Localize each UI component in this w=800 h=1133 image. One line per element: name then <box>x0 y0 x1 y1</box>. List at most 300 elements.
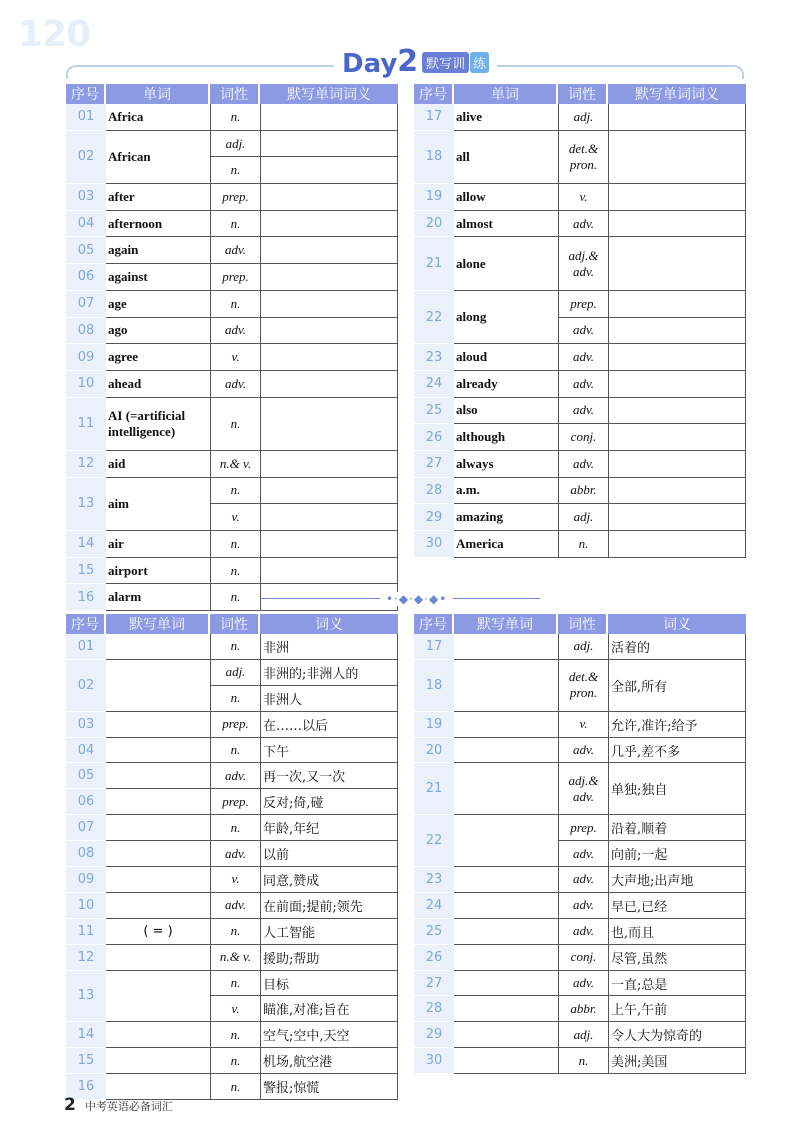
word-answer-field[interactable] <box>454 634 558 660</box>
entry-meaning: 早已,已经 <box>608 893 746 919</box>
entry-pos: det.& pron. <box>558 660 608 712</box>
entry-word: again <box>106 237 210 264</box>
entry-pos: det.& pron. <box>558 131 608 184</box>
day-title <box>334 44 497 79</box>
meaning-answer-field[interactable] <box>608 478 746 505</box>
entry-number: 08 <box>66 841 106 867</box>
entry-number: 28 <box>414 478 454 505</box>
divider-ornament: •·◆·◆·◆• <box>380 592 453 606</box>
entry-pos: v. <box>210 344 260 371</box>
table-row <box>414 291 746 318</box>
entry-meaning: 瞄准,对准;旨在 <box>260 996 398 1022</box>
meaning-answer-field[interactable] <box>260 398 398 451</box>
entry-pos: n. <box>210 919 260 945</box>
entry-pos: v. <box>558 184 608 211</box>
entry-pos: prep. <box>210 184 260 211</box>
table-row <box>66 398 398 425</box>
entry-pos: adv. <box>558 211 608 238</box>
table-row <box>66 867 398 893</box>
table-row <box>414 531 746 558</box>
table-row <box>414 451 746 478</box>
meaning-answer-field[interactable] <box>608 211 746 238</box>
meaning-answer-field[interactable] <box>260 478 398 505</box>
entry-number: 02 <box>66 131 106 184</box>
entry-number: 09 <box>66 867 106 893</box>
entry-pos: n. <box>210 686 260 712</box>
entry-number: 14 <box>66 1022 106 1048</box>
entry-number: 19 <box>414 184 454 211</box>
table-row <box>66 789 398 815</box>
entry-pos: n. <box>210 971 260 997</box>
entry-pos: adj. <box>210 660 260 686</box>
table-row <box>414 424 746 451</box>
table-row <box>414 660 746 686</box>
entry-meaning: 年龄,年纪 <box>260 815 398 841</box>
entry-pos: conj. <box>558 424 608 451</box>
entry-number: 12 <box>66 945 106 971</box>
entry-pos: v. <box>558 712 608 738</box>
meaning-answer-field[interactable] <box>608 531 746 558</box>
page-corner-number: 120 <box>18 14 91 55</box>
entry-number: 13 <box>66 478 106 531</box>
entry-word: alone <box>454 237 558 290</box>
entry-pos: n. <box>210 478 260 505</box>
entry-meaning: 尽管,虽然 <box>608 945 746 971</box>
entry-pos: adv. <box>558 398 608 425</box>
entry-pos: adv. <box>558 971 608 997</box>
meaning-answer-field[interactable] <box>608 318 746 345</box>
word-answer-field[interactable] <box>454 867 558 893</box>
entry-pos: adv. <box>210 371 260 398</box>
entry-number: 01 <box>66 104 106 131</box>
word-answer-field[interactable] <box>106 1048 210 1074</box>
practice-label: 默写训 <box>422 52 469 73</box>
entry-pos: n. <box>210 1048 260 1074</box>
word-answer-field[interactable] <box>106 712 210 738</box>
table-row <box>66 893 398 919</box>
table-row <box>414 738 746 764</box>
word-answer-field[interactable] <box>106 867 210 893</box>
meaning-answer-field[interactable] <box>260 531 398 558</box>
entry-number: 22 <box>414 815 454 867</box>
entry-meaning: 活着的 <box>608 634 746 660</box>
entry-word: afternoon <box>106 211 210 238</box>
entry-number: 03 <box>66 712 106 738</box>
header-bottom_headers-3: 词义 <box>608 614 746 634</box>
entry-pos: adv. <box>210 318 260 345</box>
entry-number: 02 <box>66 660 106 712</box>
meaning-answer-field[interactable] <box>260 157 398 184</box>
entry-word: ahead <box>106 371 210 398</box>
header-row <box>66 614 398 634</box>
entry-meaning: 单独;独自 <box>608 763 746 815</box>
entry-pos: adv. <box>558 867 608 893</box>
table-row <box>66 131 398 158</box>
table-row <box>414 971 746 997</box>
entry-word: alive <box>454 104 558 131</box>
entry-pos: n. <box>210 1074 260 1100</box>
entry-meaning: 也,而且 <box>608 919 746 945</box>
meaning-answer-field[interactable] <box>608 398 746 425</box>
meaning-answer-field[interactable] <box>260 344 398 371</box>
entry-pos: n. <box>210 558 260 585</box>
meaning-answer-field[interactable] <box>260 451 398 478</box>
table-row <box>66 945 398 971</box>
entry-word: Africa <box>106 104 210 131</box>
word-answer-field[interactable] <box>454 1048 558 1074</box>
entry-number: 19 <box>414 712 454 738</box>
entry-meaning: 几乎,差不多 <box>608 738 746 764</box>
entry-word: along <box>454 291 558 344</box>
meaning-answer-field[interactable] <box>608 504 746 531</box>
entry-number: 26 <box>414 424 454 451</box>
word-answer-field[interactable] <box>106 893 210 919</box>
table-row <box>414 398 746 425</box>
day-label: Day <box>342 49 398 79</box>
entry-pos: adj. <box>558 1022 608 1048</box>
entry-pos: abbr. <box>558 478 608 505</box>
entry-pos: n. <box>210 815 260 841</box>
header-bottom_headers-2: 词性 <box>558 614 608 634</box>
word-answer-field[interactable] <box>454 945 558 971</box>
table-row <box>66 371 398 398</box>
table-row <box>66 1022 398 1048</box>
entry-pos: n. <box>210 291 260 318</box>
header-bottom_headers-0: 序号 <box>414 614 454 634</box>
entry-number: 08 <box>66 318 106 345</box>
meaning-answer-field[interactable] <box>608 371 746 398</box>
entry-pos: adv. <box>558 318 608 345</box>
entry-meaning: 非洲人 <box>260 686 398 712</box>
word-answer-field[interactable] <box>454 815 558 867</box>
entry-number: 15 <box>66 558 106 585</box>
title-banner <box>0 40 800 80</box>
header-row <box>414 614 746 634</box>
entry-number: 21 <box>414 763 454 815</box>
entry-meaning: 空气;空中,天空 <box>260 1022 398 1048</box>
entry-number: 23 <box>414 344 454 371</box>
entry-number: 17 <box>414 104 454 131</box>
table-row <box>66 660 398 686</box>
header-bottom_headers-3: 词义 <box>260 614 398 634</box>
meaning-answer-field[interactable] <box>260 211 398 238</box>
entry-word: although <box>454 424 558 451</box>
word-answer-field[interactable]: ( = ) <box>106 919 210 945</box>
header-top_headers-1: 单词 <box>106 84 210 104</box>
entry-word: America <box>454 531 558 558</box>
entry-pos: adj. <box>558 634 608 660</box>
table-row <box>414 893 746 919</box>
meaning-answer-field[interactable] <box>608 424 746 451</box>
entry-pos: prep. <box>210 712 260 738</box>
header-bottom_headers-1: 默写单词 <box>106 614 210 634</box>
entry-meaning: 目标 <box>260 971 398 997</box>
entry-meaning: 人工智能 <box>260 919 398 945</box>
meaning-answer-field[interactable] <box>608 184 746 211</box>
entry-number: 25 <box>414 398 454 425</box>
entry-word: a.m. <box>454 478 558 505</box>
entry-pos: adj. <box>558 104 608 131</box>
entry-meaning: 美洲;美国 <box>608 1048 746 1074</box>
word-answer-field[interactable] <box>106 738 210 764</box>
word-answer-field[interactable] <box>106 763 210 789</box>
entry-pos: n. <box>210 1022 260 1048</box>
entry-meaning: 在……以后 <box>260 712 398 738</box>
table-row <box>414 1048 746 1074</box>
entry-word: agree <box>106 344 210 371</box>
meaning-answer-field[interactable] <box>608 104 746 131</box>
entry-pos: adj. <box>558 504 608 531</box>
table-row <box>414 344 746 371</box>
entry-number: 01 <box>66 634 106 660</box>
entry-meaning: 上午,午前 <box>608 996 746 1022</box>
word-answer-field[interactable] <box>106 1022 210 1048</box>
entry-word: against <box>106 264 210 291</box>
entry-word: aim <box>106 478 210 531</box>
meaning-answer-field[interactable] <box>260 504 398 531</box>
word-answer-field[interactable] <box>454 893 558 919</box>
entry-number: 17 <box>414 634 454 660</box>
entry-number: 29 <box>414 1022 454 1048</box>
entry-word: allow <box>454 184 558 211</box>
entry-number: 07 <box>66 291 106 318</box>
table-row <box>66 738 398 764</box>
header-row <box>414 84 746 104</box>
entry-number: 27 <box>414 971 454 997</box>
meaning-answer-field[interactable] <box>608 131 746 184</box>
entry-word: already <box>454 371 558 398</box>
entry-number: 12 <box>66 451 106 478</box>
word-answer-field[interactable] <box>454 996 558 1022</box>
entry-pos: n. <box>210 398 260 451</box>
table-row <box>66 634 398 660</box>
entry-pos: n. <box>210 584 260 611</box>
meaning-answer-field[interactable] <box>608 451 746 478</box>
entry-pos: adv. <box>210 237 260 264</box>
meaning-answer-field[interactable] <box>608 344 746 371</box>
header-bottom_headers-0: 序号 <box>66 614 106 634</box>
meaning-answer-field[interactable] <box>608 291 746 318</box>
word-answer-field[interactable] <box>454 919 558 945</box>
entry-pos: n. <box>210 531 260 558</box>
entry-word: also <box>454 398 558 425</box>
table-row <box>414 184 746 211</box>
word-answer-field[interactable] <box>454 971 558 997</box>
entry-number: 10 <box>66 371 106 398</box>
table-row <box>414 211 746 238</box>
table-row <box>414 371 746 398</box>
meaning-answer-field[interactable] <box>260 104 398 131</box>
entry-pos: n. <box>210 157 260 184</box>
entry-meaning: 向前;一起 <box>608 841 746 867</box>
entry-number: 14 <box>66 531 106 558</box>
practice-label-end: 练 <box>470 52 489 73</box>
table-row <box>66 478 398 505</box>
word-answer-field[interactable] <box>106 945 210 971</box>
meaning-answer-field[interactable] <box>260 131 398 158</box>
entry-word: age <box>106 291 210 318</box>
entry-word: always <box>454 451 558 478</box>
meaning-answer-field[interactable] <box>260 291 398 318</box>
word-answer-field[interactable] <box>106 660 210 712</box>
entry-word: all <box>454 131 558 184</box>
table-row <box>414 237 746 264</box>
entry-pos: prep. <box>558 291 608 318</box>
entry-meaning: 沿着,顺着 <box>608 815 746 841</box>
header-top_headers-0: 序号 <box>66 84 106 104</box>
entry-number: 09 <box>66 344 106 371</box>
entry-pos: adj.& adv. <box>558 237 608 290</box>
entry-word: African <box>106 131 210 184</box>
entry-pos: abbr. <box>558 996 608 1022</box>
table-row <box>66 919 398 945</box>
table-row <box>66 451 398 478</box>
header-top_headers-3: 默写单词词义 <box>608 84 746 104</box>
table-row <box>66 211 398 238</box>
meaning-answer-field[interactable] <box>260 184 398 211</box>
header-top_headers-0: 序号 <box>414 84 454 104</box>
entry-pos: n.& v. <box>210 945 260 971</box>
word-answer-field[interactable] <box>454 660 558 712</box>
table-row <box>66 971 398 997</box>
entry-number: 26 <box>414 945 454 971</box>
table-row <box>414 945 746 971</box>
header-top_headers-1: 单词 <box>454 84 558 104</box>
entry-meaning: 以前 <box>260 841 398 867</box>
entry-number: 22 <box>414 291 454 344</box>
entry-pos: n.& v. <box>210 451 260 478</box>
word-answer-field[interactable] <box>106 971 210 1023</box>
table-top-right <box>414 84 746 558</box>
word-answer-field[interactable] <box>106 815 210 841</box>
meaning-answer-field[interactable] <box>260 371 398 398</box>
entry-pos: prep. <box>558 815 608 841</box>
day-number: 2 <box>397 44 419 79</box>
table-row <box>66 712 398 738</box>
table-row <box>66 344 398 371</box>
entry-number: 29 <box>414 504 454 531</box>
word-answer-field[interactable] <box>106 841 210 867</box>
table-row <box>66 531 398 558</box>
entry-number: 06 <box>66 789 106 815</box>
entry-pos: n. <box>210 104 260 131</box>
word-answer-field[interactable] <box>454 1022 558 1048</box>
entry-meaning: 援助;帮助 <box>260 945 398 971</box>
entry-number: 11 <box>66 398 106 451</box>
table-row <box>414 1022 746 1048</box>
entry-number: 23 <box>414 867 454 893</box>
table-bottom-right <box>414 614 746 1074</box>
header-top_headers-2: 词性 <box>558 84 608 104</box>
entry-pos: adv. <box>558 919 608 945</box>
entry-pos: n. <box>210 211 260 238</box>
entry-word: aloud <box>454 344 558 371</box>
entry-word: after <box>106 184 210 211</box>
table-row <box>414 104 746 131</box>
entry-meaning: 大声地;出声地 <box>608 867 746 893</box>
entry-pos: v. <box>210 867 260 893</box>
table-row <box>66 763 398 789</box>
meaning-answer-field[interactable] <box>260 318 398 345</box>
table-row <box>414 867 746 893</box>
word-answer-field[interactable] <box>454 738 558 764</box>
table-row <box>414 919 746 945</box>
meaning-answer-field[interactable] <box>260 264 398 291</box>
entry-number: 21 <box>414 237 454 290</box>
entry-meaning: 警报;惊慌 <box>260 1074 398 1100</box>
table-row <box>66 558 398 585</box>
meaning-answer-field[interactable] <box>608 237 746 290</box>
header-row <box>66 84 398 104</box>
table-row <box>66 841 398 867</box>
table-top-left <box>66 84 398 611</box>
entry-pos: adv. <box>558 371 608 398</box>
entry-number: 30 <box>414 1048 454 1074</box>
table-row <box>414 712 746 738</box>
page-number: 2 <box>64 1095 76 1115</box>
word-answer-field[interactable] <box>454 763 558 815</box>
header-bottom_headers-1: 默写单词 <box>454 614 558 634</box>
meaning-answer-field[interactable] <box>260 558 398 585</box>
entry-pos: prep. <box>210 264 260 291</box>
entry-number: 24 <box>414 893 454 919</box>
entry-number: 07 <box>66 815 106 841</box>
table-row <box>66 104 398 131</box>
table-row <box>414 815 746 841</box>
entry-meaning: 一直;总是 <box>608 971 746 997</box>
entry-meaning: 机场,航空港 <box>260 1048 398 1074</box>
book-title: 中考英语必备词汇 <box>84 1100 173 1113</box>
entry-pos: adj.& adv. <box>558 763 608 815</box>
entry-meaning: 允许,准许;给予 <box>608 712 746 738</box>
header-top_headers-3: 默写单词词义 <box>260 84 398 104</box>
table-row <box>414 478 746 505</box>
entry-number: 20 <box>414 738 454 764</box>
entry-number: 20 <box>414 211 454 238</box>
entry-number: 05 <box>66 237 106 264</box>
entry-word: ago <box>106 318 210 345</box>
entry-pos: adv. <box>210 841 260 867</box>
entry-pos: prep. <box>210 789 260 815</box>
entry-pos: adv. <box>558 451 608 478</box>
word-answer-field[interactable] <box>106 634 210 660</box>
entry-number: 16 <box>66 584 106 611</box>
entry-meaning: 非洲的;非洲人的 <box>260 660 398 686</box>
word-answer-field[interactable] <box>454 712 558 738</box>
entry-meaning: 下午 <box>260 738 398 764</box>
entry-number: 30 <box>414 531 454 558</box>
entry-number: 04 <box>66 738 106 764</box>
table-row <box>414 131 746 158</box>
entry-word: air <box>106 531 210 558</box>
table-row <box>66 1048 398 1074</box>
entry-meaning: 令人大为惊奇的 <box>608 1022 746 1048</box>
entry-number: 10 <box>66 893 106 919</box>
table-row <box>66 184 398 211</box>
entry-number: 06 <box>66 264 106 291</box>
table-row <box>66 264 398 291</box>
header-top_headers-2: 词性 <box>210 84 260 104</box>
entry-number: 27 <box>414 451 454 478</box>
entry-number: 24 <box>414 371 454 398</box>
entry-number: 18 <box>414 131 454 184</box>
meaning-answer-field[interactable] <box>260 237 398 264</box>
entry-word: AI (=artificial intelligence) <box>106 398 210 451</box>
entry-meaning: 再一次,又一次 <box>260 763 398 789</box>
entry-pos: n. <box>210 634 260 660</box>
word-answer-field[interactable] <box>106 789 210 815</box>
entry-pos: v. <box>210 996 260 1022</box>
